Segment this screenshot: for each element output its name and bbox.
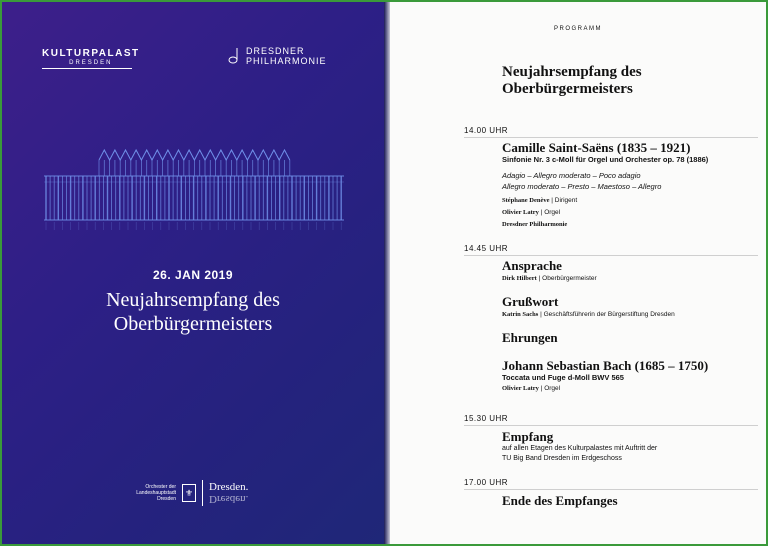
composer-bach: Johann Sebastian Bach (1685 – 1750) xyxy=(502,358,709,373)
time-slot-1445: 14.45 UHR xyxy=(464,244,509,253)
item-saint-saens xyxy=(502,140,708,231)
movements-line1: Adagio – Allegro moderato – Poco adagio xyxy=(502,171,641,180)
item-ansprache xyxy=(502,258,597,285)
heading-grusswort: Grußwort xyxy=(502,294,559,309)
credit-line2: Landeshauptstadt xyxy=(136,490,176,496)
booklet-spread xyxy=(2,2,766,544)
city-crest-icon: ⚜ xyxy=(182,484,196,502)
performer-organ: Olivier Latry | Orgel xyxy=(502,209,561,216)
cover-title xyxy=(2,288,384,336)
heading-ehrungen: Ehrungen xyxy=(502,330,558,345)
work-toccata: Toccata und Fuge d-Moll BWV 565 xyxy=(502,373,624,382)
kulturpalast-building-graphic xyxy=(44,142,344,232)
movements-line2: Allegro moderato – Presto – Maestoso – Allegro xyxy=(502,182,662,191)
item-bach xyxy=(502,358,708,395)
kulturpalast-city-text: DRESDEN xyxy=(69,60,113,66)
speaker-sachs: Katrin Sachs | Geschäftsführerin der Bürgerstiftung Dresden xyxy=(502,311,675,318)
dresden-logo-reflection: Dresden. xyxy=(209,493,249,505)
dresden-logo-text: Dresden. xyxy=(209,481,249,493)
cover-title-line1: Neujahrsempfang des xyxy=(106,289,280,311)
empfang-detail-line1: auf allen Etagen des Kulturpalastes mit Auftritt der xyxy=(502,445,658,452)
footer-logos xyxy=(122,480,248,506)
music-note-icon xyxy=(228,47,242,65)
item-ende xyxy=(502,493,618,508)
cover-page xyxy=(2,2,384,544)
cover-title-line2: Oberbürgermeisters xyxy=(113,313,273,335)
program-title-line2: Oberbürgermeisters xyxy=(502,81,633,97)
philharmonie-line1: DRESDNER xyxy=(246,46,305,56)
empfang-detail-line2: TU Big Band Dresden im Erdgeschoss xyxy=(502,455,622,462)
time-slot-1700: 17.00 UHR xyxy=(464,478,509,487)
dresden-logo xyxy=(209,482,248,504)
orchestra-credit xyxy=(122,484,176,502)
work-sinfonie: Sinfonie Nr. 3 c-Moll für Orgel und Orchester op. 78 (1886) xyxy=(502,155,709,164)
heading-empfang: Empfang xyxy=(502,429,554,444)
heading-ansprache: Ansprache xyxy=(502,258,562,273)
program-header: PROGRAMM xyxy=(554,26,602,32)
performer-orchestra: Dresdner Philharmonie xyxy=(502,221,568,228)
performer-conductor: Stéphane Denève | Dirigent xyxy=(502,197,578,204)
kulturpalast-logo xyxy=(42,48,140,69)
speaker-mayor: Dirk Hilbert | Oberbürgermeister xyxy=(502,275,597,282)
kulturpalast-logo-text: KULTURPALAST xyxy=(42,48,140,59)
credit-line1: Orchester der xyxy=(145,484,176,490)
item-ehrungen xyxy=(502,330,558,345)
program-title-line1: Neujahrsempfang des xyxy=(502,64,642,80)
item-empfang xyxy=(502,429,657,464)
heading-ende: Ende des Empfanges xyxy=(502,493,618,508)
program-page xyxy=(390,2,766,544)
program-title xyxy=(502,64,642,98)
time-slot-1530: 15.30 UHR xyxy=(464,414,509,423)
performer-bach-organ: Olivier Latry | Orgel xyxy=(502,385,561,392)
time-slot-1400: 14.00 UHR xyxy=(464,126,509,135)
event-date: 26. JAN 2019 xyxy=(152,268,234,282)
composer-saint-saens: Camille Saint-Saëns (1835 – 1921) xyxy=(502,140,691,155)
philharmonie-logo xyxy=(228,46,327,66)
credit-line3: Dresden xyxy=(157,496,176,502)
item-grusswort xyxy=(502,294,675,321)
philharmonie-line2: PHILHARMONIE xyxy=(246,56,327,66)
